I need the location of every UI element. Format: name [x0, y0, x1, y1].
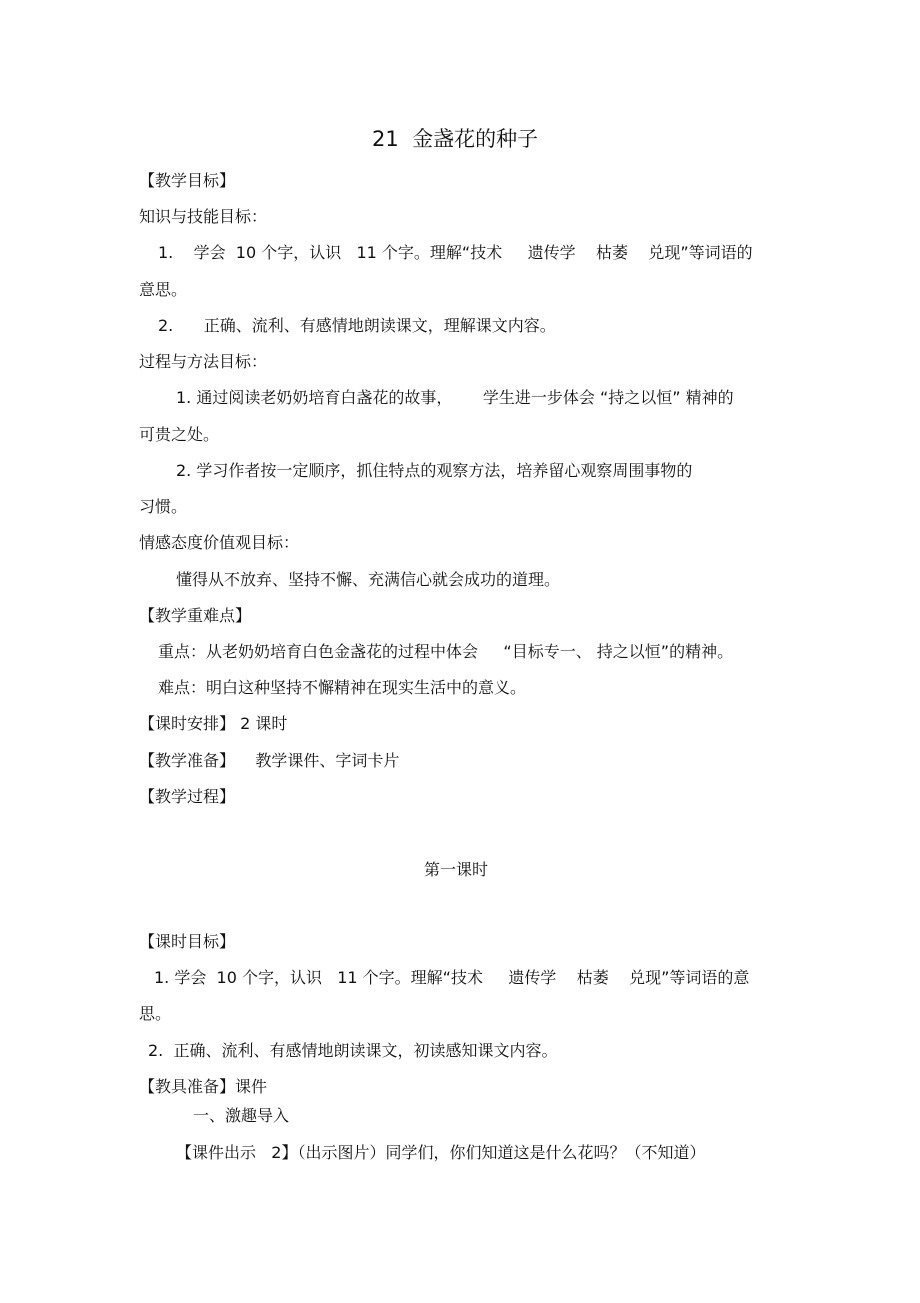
paragraph-line: 习惯。: [139, 497, 188, 516]
paragraph-line: 【课件出示 2】（出示图片）同学们，你们知道这是什么花吗？（不知道）: [176, 1143, 706, 1162]
paragraph-line: 重点：从老奶奶培育白色金盏花的过程中体会 “目标专一、 持之以恒”的精神。: [158, 642, 734, 661]
section-heading-teaching-aids: 【教具准备】课件: [139, 1077, 268, 1096]
lesson-heading: 第一课时: [424, 860, 489, 879]
section-heading-schedule: 【课时安排】 2 课时: [139, 714, 288, 733]
section-heading-teaching-goals: 【教学目标】: [139, 171, 236, 190]
paragraph-line: 1. 学会 10 个字，认识 11 个字。理解“技术 遗传学 枯萎 兑现”等词语的: [158, 243, 753, 262]
paragraph-line: 2. 学习作者按一定顺序，抓住特点的观察方法，培养留心观察周围事物的: [176, 461, 693, 480]
paragraph-line: 思。: [139, 1004, 172, 1023]
subheading-emotional-values: 情感态度价值观目标：: [139, 533, 300, 552]
subheading-process-methods: 过程与方法目标：: [139, 352, 268, 371]
section-heading-process: 【教学过程】: [139, 787, 236, 806]
paragraph-line: 难点：明白这种坚持不懈精神在现实生活中的意义。: [158, 678, 527, 697]
paragraph-line: 懂得从不放弃、坚持不懈、充满信心就会成功的道理。: [176, 570, 561, 589]
paragraph-line: 2. 正确、流利、有感情地朗读课文，初读感知课文内容。: [148, 1041, 558, 1060]
paragraph-line: 意思。: [139, 280, 188, 299]
section-heading-lesson-goals: 【课时目标】: [139, 932, 236, 951]
paragraph-line: 可贵之处。: [139, 425, 220, 444]
subsection-heading: 一、激趣导入: [193, 1106, 290, 1125]
paragraph-line: 1. 学会 10 个字，认识 11 个字。理解“技术 遗传学 枯萎 兑现”等词语的意: [154, 968, 750, 987]
paragraph-line: 2. 正确、流利、有感情地朗读课文，理解课文内容。: [158, 316, 556, 335]
section-heading-preparation: 【教学准备】 教学课件、字词卡片: [139, 751, 400, 770]
paragraph-line: 1. 通过阅读老奶奶培育白盏花的故事， 学生进一步体会 “持之以恒” 精神的: [176, 388, 734, 407]
document-title: 21 金盏花的种子: [372, 127, 539, 151]
subheading-knowledge-skills: 知识与技能目标：: [139, 207, 268, 226]
section-heading-key-points: 【教学重难点】: [139, 606, 252, 625]
